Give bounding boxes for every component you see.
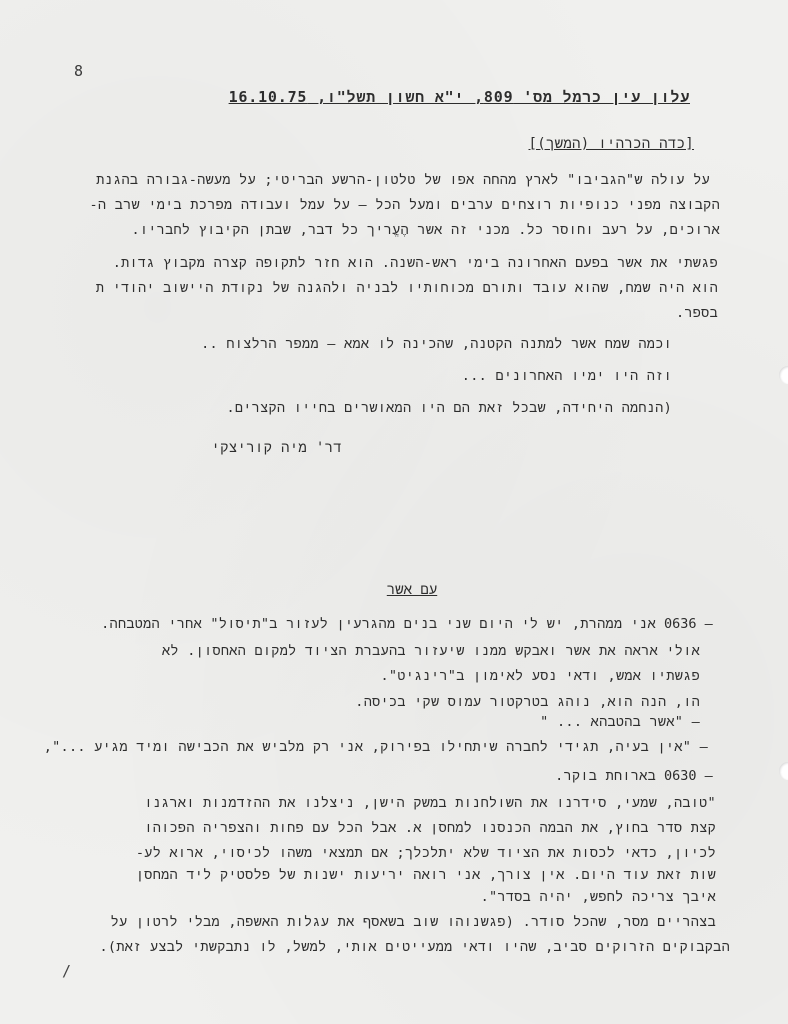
entry-line: פגשתיו אמש, ודאי נסע לאימון ב"רינגיט". [380, 668, 700, 684]
entry-line: "טובה, שמעי, סידרנו את השולחנות במשק הישן, ניצלנו את ההזדמנות וארגנו [144, 795, 716, 811]
paragraph-line: (הנחמה היחידה, שבכל זאת הם היו המאושרים בחייו הקצרים. [226, 400, 672, 416]
time-code: 0630 – [664, 768, 713, 784]
paragraph-line: על עולה ש"הגביבו" לארץ מהחה אפו של טלטון-הרשע הבריטי; על מעשה-גבורה בהגנת [96, 172, 710, 188]
entry-line: בארוחת בוקר. [555, 768, 656, 784]
paragraph-line: הוא היה שמח, שהוא עובד ותורם מכוחותיו לבניה ולהגנה של נקודת היישוב יהודי ת [95, 280, 718, 296]
signature: דר' מיה קוריצקי [211, 440, 342, 456]
paragraph-line: הקבוצה מפני כנופיות רוצחים ערבים ומעל הכל – על עמל ועבודה מפרכת בימי שרב ה- [89, 197, 720, 213]
entry-line: – "אשר בהטבהא ... " [540, 714, 700, 730]
entry-line: הו, הנה הוא, נוהג בטרקטור עמוס שקי בכיסה. [355, 694, 700, 710]
entry-line: לכיון, כדאי לכסות את הציוד שלא יתלכלך; אם תמצאי משהו לכיסוי, ארוא לע- [135, 845, 716, 861]
entry-line: – "אין בעיה, תגידי לחברה שיתחילו בפירוק, אני רק מלביש את הכבישה ומיד מגיע ...", [43, 739, 708, 755]
paragraph-line: פגשתי את אשר בפעם האחרונה בימי ראש-השנה. הוא חזר לתקופה קצרה מקבוץ גדות. [112, 255, 718, 271]
paragraph-line: ארוכים, על רעב וחוסר כל. מכני זה אשר הֶעֱריך כל דבר, שבתן הקיבוץ לחבריו. [131, 222, 720, 238]
punch-hole [779, 366, 788, 384]
entry-line: הבקבוקים הזרוקים סביב, שהיו ודאי ממעייטים אותי, למשל, לו נתבקשתי לבצע זאת). [99, 939, 730, 955]
paragraph-line: וכמה שמח אשר למתנה הקטנה, שהכינה לו אמא – ממפר הרלצוח .. [201, 336, 672, 352]
entry-line: שות זאת עוד היום. אין צורך, אני רואה יריעות ישנות של פלסטיק ליד המחסן [135, 867, 716, 883]
page-number: 8 [74, 62, 84, 80]
section-title: [כדה הכרהיו (המשך)] [528, 136, 694, 152]
time-code: 0636 – [664, 616, 713, 632]
paragraph-line: וזה היו ימיו האחרונים ... [461, 368, 672, 384]
punch-hole [779, 762, 788, 780]
entry-line: קצת סדר בחוץ, את הבמה הכנסנו למחסן א. אבל הכל עם פחות והצפריה הפכוהו [144, 820, 716, 836]
entry-line: אולי אראה את אשר ואבקש ממנו שיעזור בהעברת הציוד למקום האחסון. לא [162, 643, 700, 659]
entry-line: אני ממהרת, יש לי היום שני בנים מהגרעין לעזור ב"תיסול" אחרי המטבחה. [101, 616, 656, 632]
entry-line: איבך צריכה לחפש, יהיה בסדר". [480, 889, 716, 905]
newsletter-header: עלון עין כרמל מס' 809, י"א חשון תשל"ו, 16.10.75 [228, 88, 690, 106]
section2-title: עם אשר [386, 582, 438, 598]
paragraph-line: בספר. [675, 305, 718, 321]
pen-mark: / [62, 962, 72, 980]
entry-line: בצהריים מסר, שהכל סודר. (פגשנוהו שוב בשאסף את עגלות האשפה, מבלי לרטון על [110, 914, 716, 930]
